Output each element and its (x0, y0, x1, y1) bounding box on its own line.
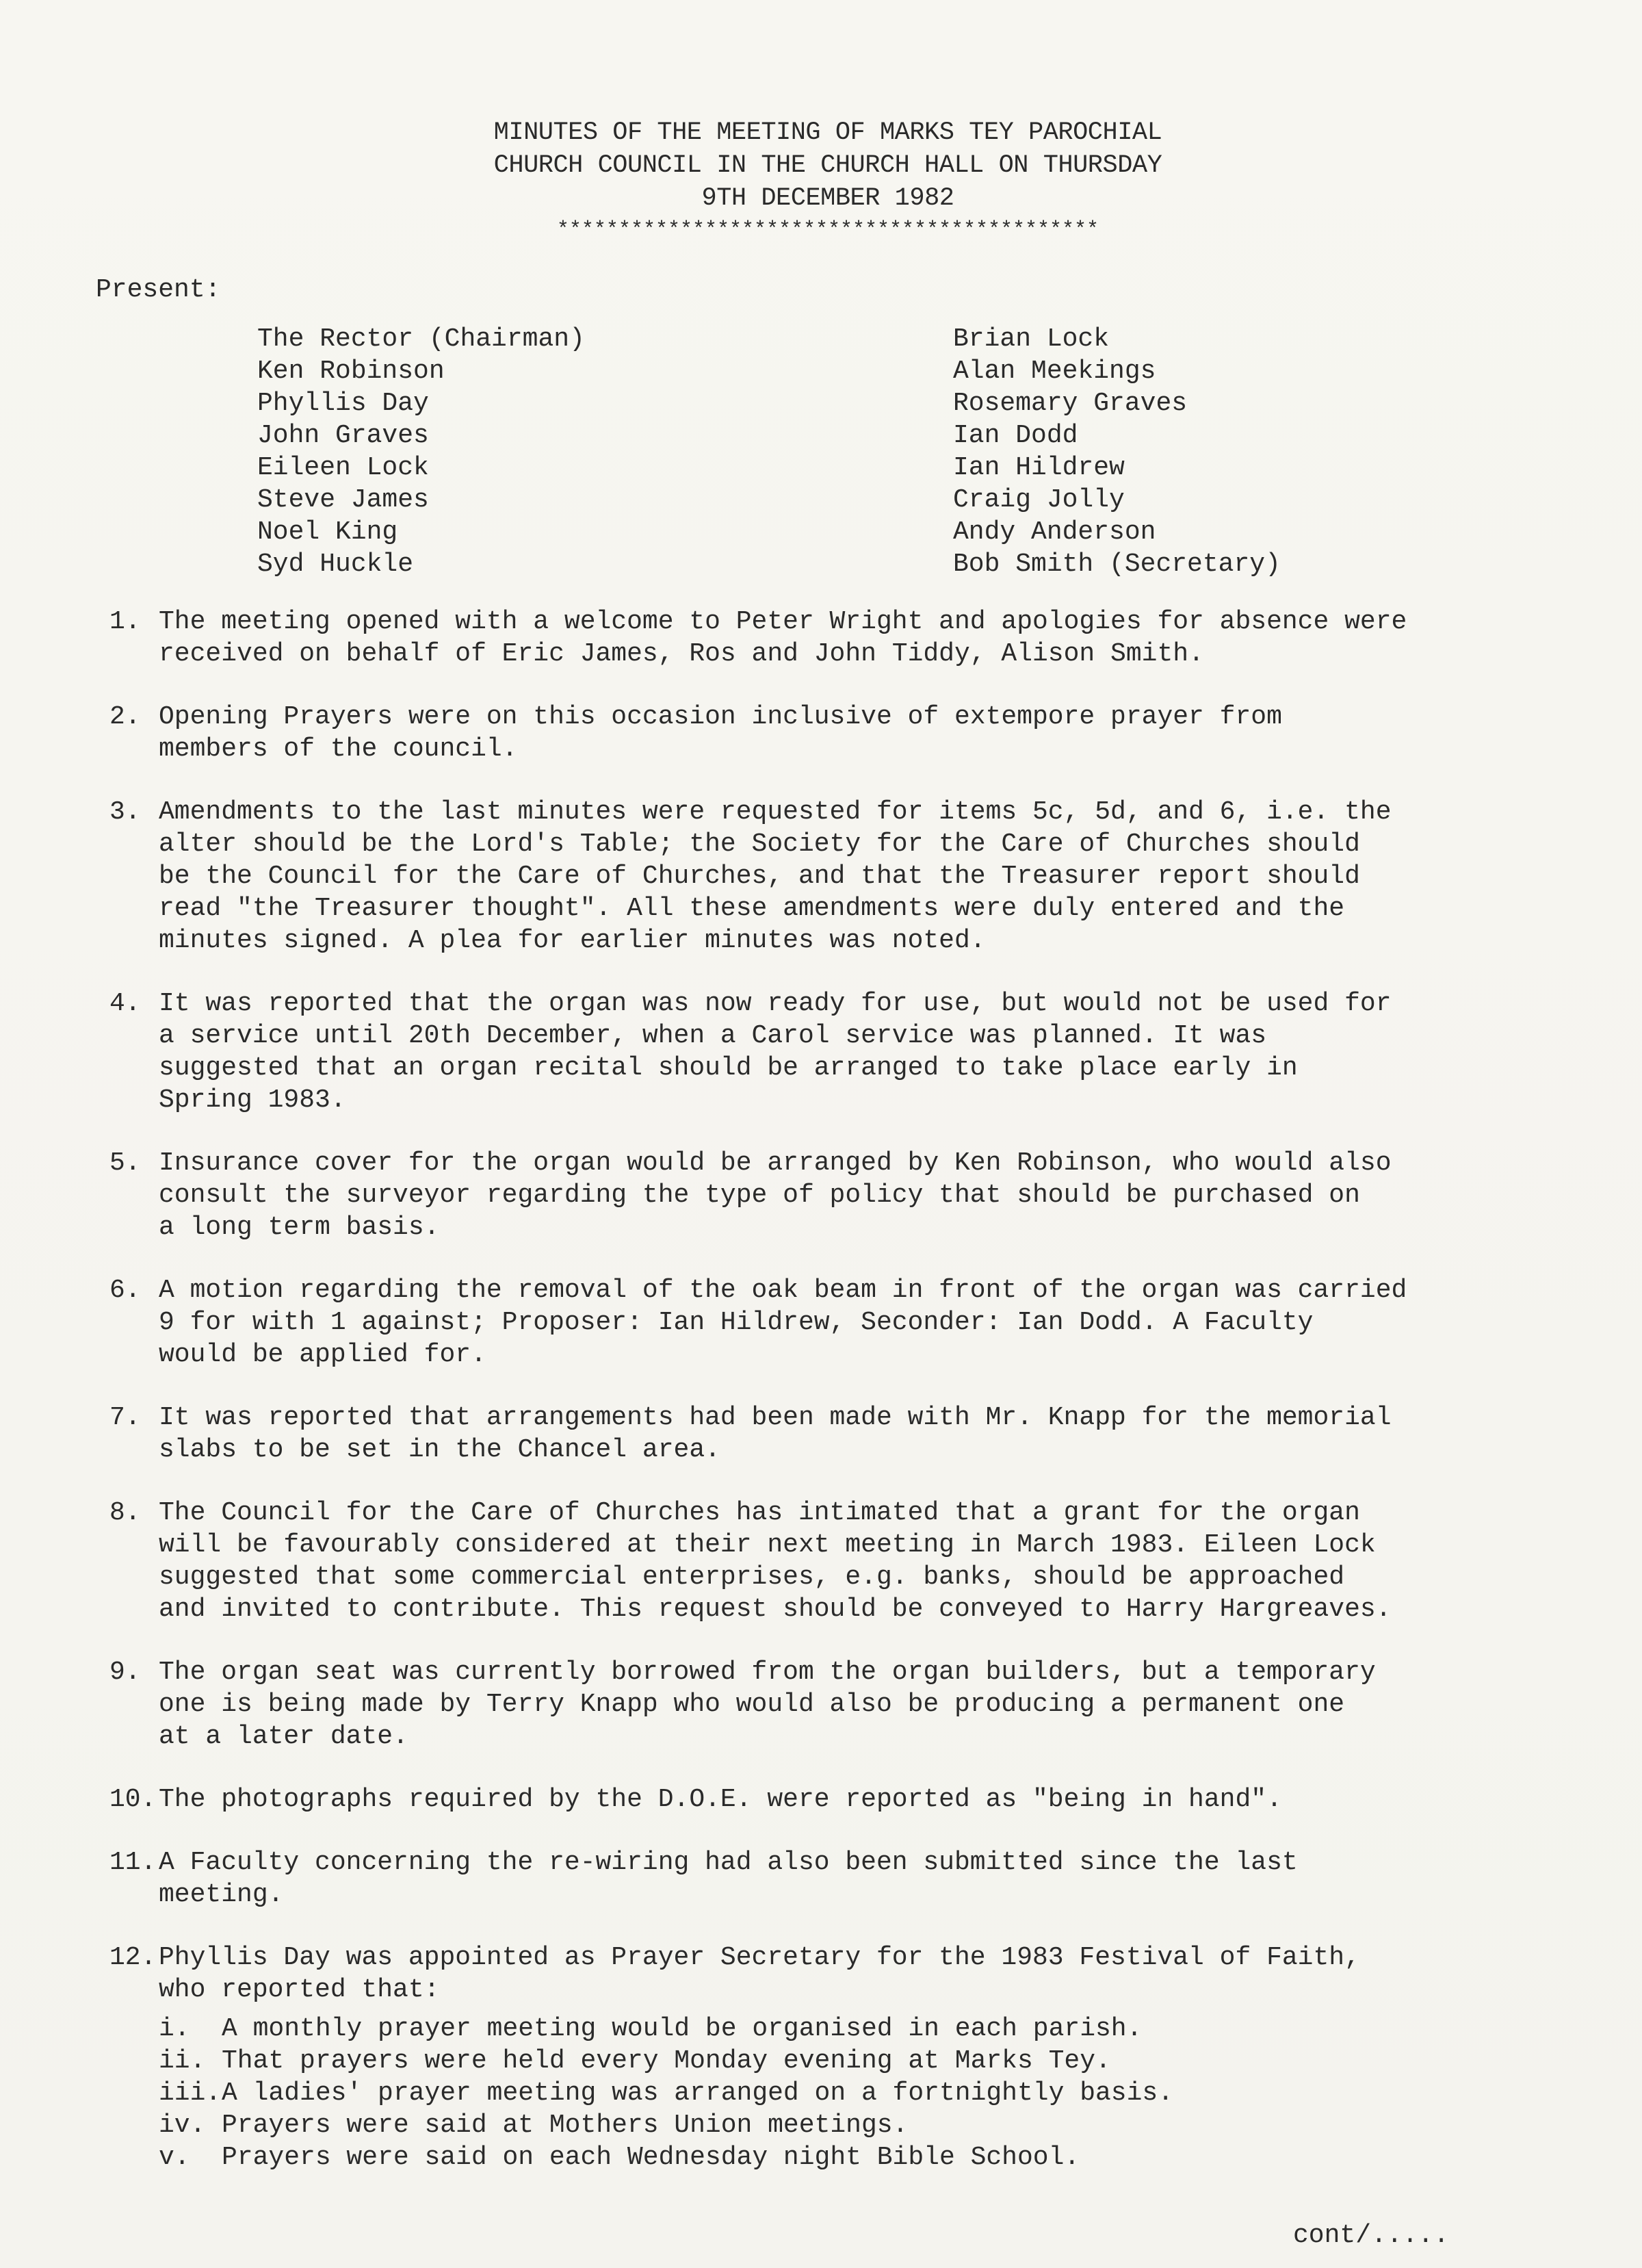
item-text: Phyllis Day was appointed as Prayer Secretary for the 1983 Festival of Faith, who reported that: (159, 1943, 1360, 2005)
sublist-item (159, 2013, 1505, 2045)
item-text: It was reported that the organ was now ready for use, but would not be used for a service until 20th December, when a Carol service was planned. It was suggested that an organ recital should be arranged to take place early in Spring 1983. (159, 989, 1392, 1115)
attendee: Alan Meekings (953, 357, 1156, 386)
attendee: John Graves (257, 421, 429, 450)
item-number: 6. (109, 1276, 141, 1305)
item-number: 12. (109, 1943, 157, 1972)
sublist-item (159, 2109, 1505, 2141)
attendee: Rosemary Graves (953, 389, 1188, 418)
sublist-text: A ladies' prayer meeting was arranged on a fortnightly basis. (222, 2078, 1174, 2108)
minute-item (109, 1942, 1505, 2174)
sublist-item (159, 2045, 1505, 2077)
sublist-number: v. (159, 2143, 190, 2172)
attendee: Phyllis Day (257, 389, 429, 418)
item-number: 8. (109, 1498, 141, 1528)
present-label: Present: (96, 275, 221, 305)
sublist-text: That prayers were held every Monday evening at Marks Tey. (222, 2046, 1111, 2076)
attendee: Ken Robinson (257, 357, 445, 386)
item-text: The organ seat was currently borrowed from the organ builders, but a temporary one is being made by Terry Knapp who would also be producing a permanent one at a later date. (159, 1658, 1376, 1751)
minute-item (109, 606, 1505, 670)
item-text: Amendments to the last minutes were requested for items 5c, 5d, and 6, i.e. the alter should be the Lord's Table; the Society for the Care of Churches should be the Council for the Care of Churches, and that the Treasurer report should read "the Treasurer thought". All these amendments were duly entered and the minutes signed. A plea for earlier minutes was noted. (159, 797, 1392, 955)
sublist-number: iv. (159, 2111, 206, 2140)
item-number: 11. (109, 1848, 157, 1877)
attendees-left-column (257, 323, 585, 580)
item-text: A motion regarding the removal of the oak beam in front of the organ was carried 9 for with 1 against; Proposer: Ian Hildrew, Seconder: Ian Dodd. A Faculty would be applied for. (159, 1276, 1407, 1369)
item-number: 9. (109, 1658, 141, 1687)
title-line-1: MINUTES OF THE MEETING OF MARKS TEY PAROCHIAL (493, 118, 1162, 147)
sublist-text: A monthly prayer meeting would be organised in each parish. (222, 2014, 1143, 2044)
minute-item (109, 1274, 1505, 1371)
attendee: Ian Hildrew (953, 453, 1125, 482)
attendee: The Rector (Chairman) (257, 324, 585, 354)
sublist-text: Prayers were said on each Wednesday night Bible School. (222, 2143, 1080, 2172)
sublist-item (159, 2077, 1505, 2109)
minute-item (109, 1147, 1505, 1243)
prayer-sublist (159, 2013, 1505, 2174)
item-number: 1. (109, 607, 141, 636)
title-line-3: 9TH DECEMBER 1982 (701, 184, 954, 213)
attendee: Ian Dodd (953, 421, 1078, 450)
sublist-text: Prayers were said at Mothers Union meetings. (222, 2111, 909, 2140)
title-line-2: CHURCH COUNCIL IN THE CHURCH HALL ON THURSDAY (493, 151, 1162, 180)
attendee: Bob Smith (Secretary) (953, 550, 1281, 579)
minute-item (109, 1402, 1505, 1466)
item-text: The photographs required by the D.O.E. were reported as "being in hand". (159, 1785, 1282, 1814)
attendee: Syd Huckle (257, 550, 414, 579)
minute-item (109, 988, 1505, 1116)
attendee: Andy Anderson (953, 517, 1156, 547)
minute-item (109, 1783, 1505, 1816)
sublist-number: iii. (159, 2078, 222, 2108)
title-underline: ******************************************** (556, 218, 1099, 242)
attendee: Craig Jolly (953, 485, 1125, 515)
item-text: It was reported that arrangements had been made with Mr. Knapp for the memorial slabs to be set in the Chancel area. (159, 1403, 1392, 1465)
attendee: Eileen Lock (257, 453, 429, 482)
sublist-item (159, 2141, 1505, 2174)
minute-item (109, 1497, 1505, 1625)
item-number: 2. (109, 702, 141, 732)
attendee: Brian Lock (953, 324, 1110, 354)
item-text: The Council for the Care of Churches has intimated that a grant for the organ will be favourably considered at their next meeting in March 1983. Eileen Lock suggested that some commercial enterprises, e.g. banks, should be approached and invited to contribute. This request should be conveyed to Harry Hargreaves. (159, 1498, 1392, 1624)
sublist-number: i. (159, 2014, 190, 2044)
minutes-items (109, 606, 1505, 2174)
item-text: Opening Prayers were on this occasion inclusive of extempore prayer from members of the council. (159, 702, 1282, 764)
document-header (383, 116, 1273, 244)
item-number: 7. (109, 1403, 141, 1432)
item-text: A Faculty concerning the re-wiring had also been submitted since the last meeting. (159, 1848, 1298, 1909)
item-number: 5. (109, 1148, 141, 1178)
item-number: 4. (109, 989, 141, 1018)
attendees-right-column (953, 323, 1281, 580)
attendee: Noel King (257, 517, 398, 547)
item-number: 10. (109, 1785, 157, 1814)
sublist-number: ii. (159, 2046, 206, 2076)
attendee: Steve James (257, 485, 429, 515)
minute-item (109, 1846, 1505, 1911)
minute-item (109, 1656, 1505, 1753)
item-text: The meeting opened with a welcome to Peter Wright and apologies for absence were received on behalf of Eric James, Ros and John Tiddy, Alison Smith. (159, 607, 1407, 669)
continued-marker: cont/..... (1293, 2221, 1450, 2250)
item-number: 3. (109, 797, 141, 827)
minute-item (109, 701, 1505, 765)
item-text: Insurance cover for the organ would be arranged by Ken Robinson, who would also consult the surveyor regarding the type of policy that should be purchased on a long term basis. (159, 1148, 1392, 1242)
minute-item (109, 796, 1505, 957)
